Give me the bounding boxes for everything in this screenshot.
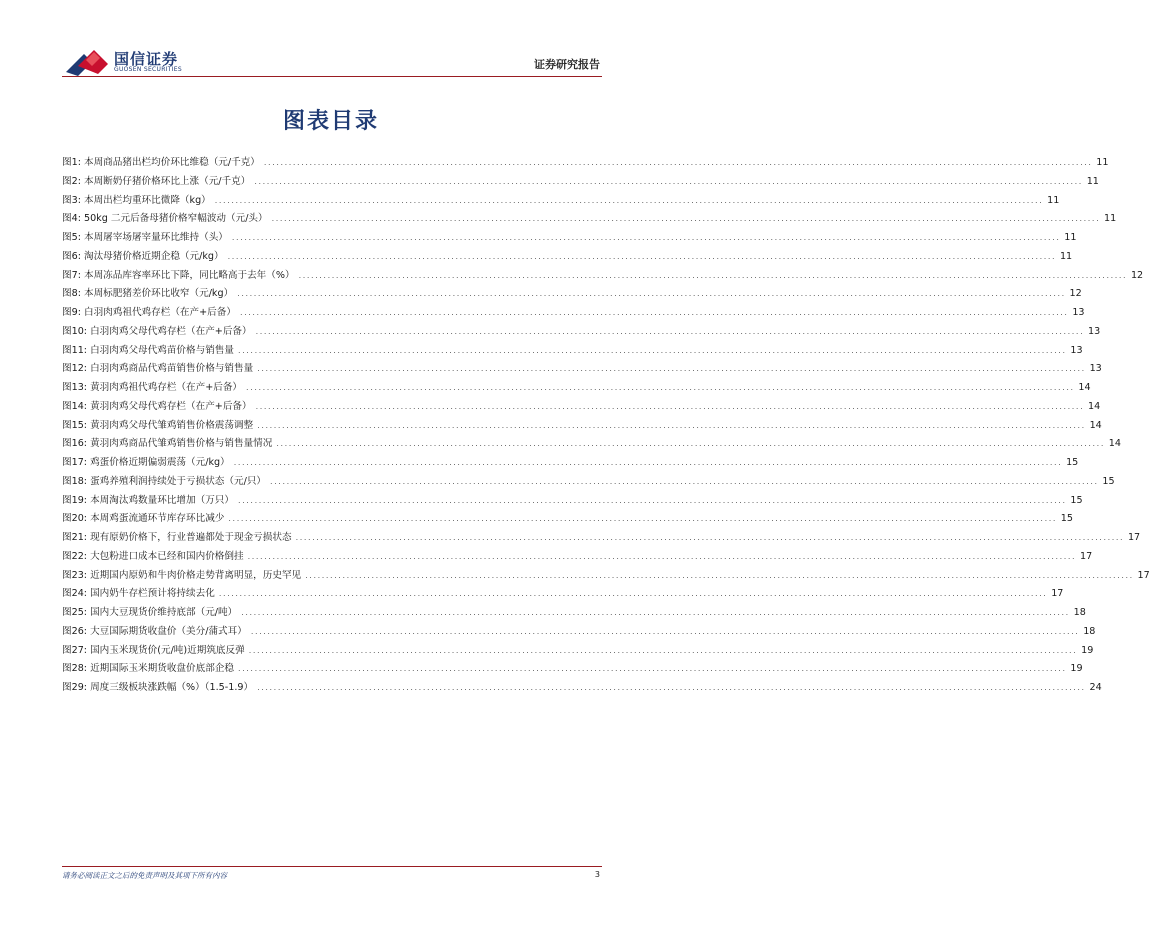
toc-entry-page: 14 — [1108, 438, 1121, 450]
toc-entry-label: 图3: 本周出栏均重环比微降（kg） — [62, 194, 211, 206]
toc-entry-page: 14 — [1078, 382, 1091, 393]
toc-entry-label: 图19: 本周淘汰鸡数量环比增加（万只） — [62, 494, 234, 506]
toc-entry[interactable] — [62, 192, 1060, 211]
logo-english-name: GUOSEN SECURITIES — [114, 66, 183, 73]
toc-leader-dots: ........................................................................................................................................................................................................ — [218, 589, 1048, 599]
toc-leader-dots: ........................................................................................................................................................................................................ — [233, 458, 1063, 467]
toc-entry-label: 图14: 黄羽肉鸡父母代鸡存栏（在产+后备） — [62, 400, 252, 412]
toc-entry[interactable] — [62, 529, 1141, 548]
toc-leader-dots: ........................................................................................................................................................................................................ — [271, 214, 1101, 224]
toc-entry-label: 图9: 白羽肉鸡祖代鸡存栏（在产+后备） — [62, 307, 236, 318]
toc-leader-dots: ........................................................................................................................................................................................................ — [241, 608, 1070, 617]
toc-entry[interactable] — [62, 623, 1096, 642]
toc-entry-page: 11 — [1064, 232, 1077, 243]
toc-entry[interactable] — [62, 604, 1086, 623]
toc-leader-dots: ........................................................................................................................................................................................................ — [214, 195, 1044, 205]
toc-entry-label: 图29: 周度三级板块涨跌幅（%）（1.5-1.9） — [62, 682, 254, 693]
footer-disclaimer: 请务必阅读正文之后的免责声明及其项下所有内容 — [62, 871, 227, 880]
toc-entry-label: 图17: 鸡蛋价格近期偏弱震荡（元/kg） — [62, 457, 230, 468]
toc-entry[interactable] — [62, 660, 1083, 679]
toc-leader-dots: ........................................................................................................................................................................................................ — [305, 570, 1134, 580]
toc-leader-dots: ........................................................................................................................................................................................................ — [276, 439, 1105, 449]
toc-entry-label: 图26: 大豆国际期货收盘价（美分/蒲式耳） — [62, 625, 247, 637]
page-number: 3 — [594, 870, 600, 879]
toc-entry-label: 图1: 本周商品猪出栏均价环比维稳（元/千克） — [62, 157, 260, 168]
toc-entry[interactable] — [62, 642, 1094, 661]
toc-leader-dots: ........................................................................................................................................................................................................ — [228, 514, 1057, 524]
header-divider — [62, 76, 602, 77]
toc-leader-dots: ........................................................................................................................................................................................................ — [239, 308, 1069, 317]
toc-entry-page: 13 — [1089, 363, 1102, 375]
toc-entry-page: 11 — [1104, 213, 1117, 225]
toc-entry[interactable] — [62, 285, 1082, 304]
toc-entry[interactable] — [62, 679, 1102, 698]
toc-entry-page: 13 — [1070, 344, 1083, 356]
toc-leader-dots: ........................................................................................................................................................................................................ — [255, 401, 1085, 411]
toc-entry-page: 15 — [1102, 475, 1115, 487]
toc-entry-page: 12 — [1069, 288, 1082, 300]
toc-entry[interactable] — [62, 473, 1115, 492]
toc-leader-dots: ........................................................................................................................................................................................................ — [237, 289, 1066, 299]
toc-entry-label: 图24: 国内奶牛存栏预计将持续去化 — [62, 588, 215, 600]
toc-entry-label: 图22: 大包粉进口成本已经和国内价格倒挂 — [62, 550, 244, 562]
toc-entry-page: 17 — [1127, 532, 1141, 543]
toc-entry-label: 图25: 国内大豆现货价维持底部（元/吨） — [62, 607, 238, 618]
toc-entry[interactable] — [62, 398, 1101, 417]
toc-entry-page: 19 — [1081, 644, 1094, 656]
table-of-figures — [62, 154, 1150, 698]
toc-entry-page: 14 — [1089, 419, 1102, 431]
toc-entry-label: 图10: 白羽肉鸡父母代鸡存栏（在产+后备） — [62, 325, 252, 337]
toc-entry[interactable] — [62, 267, 1144, 286]
toc-entry[interactable] — [62, 548, 1093, 567]
guosen-logo-mark-icon — [64, 46, 110, 78]
toc-entry[interactable] — [62, 173, 1099, 192]
toc-entry-label: 图13: 黄羽肉鸡祖代鸡存栏（在产+后备） — [62, 382, 243, 393]
toc-leader-dots: ........................................................................................................................................................................................................ — [227, 251, 1057, 261]
toc-entry-page: 17 — [1079, 550, 1093, 562]
toc-leader-dots: ........................................................................................................................................................................................................ — [238, 495, 1067, 505]
toc-entry-label: 图4: 50kg 二元后备母猪价格窄幅波动（元/头） — [62, 213, 268, 225]
toc-entry-label: 图20: 本周鸡蛋流通环节库存环比减少 — [62, 513, 225, 525]
toc-entry-page: 18 — [1083, 625, 1096, 637]
toc-entry-label: 图16: 黄羽肉鸡商品代雏鸡销售价格与销售量情况 — [62, 438, 273, 450]
toc-entry[interactable] — [62, 417, 1102, 436]
toc-entry[interactable] — [62, 248, 1073, 267]
toc-entry-page: 17 — [1137, 569, 1150, 581]
toc-entry-page: 12 — [1130, 269, 1144, 281]
toc-entry-page: 24 — [1089, 682, 1102, 693]
toc-entry-page: 11 — [1086, 175, 1099, 187]
toc-leader-dots: ........................................................................................................................................................................................................ — [257, 683, 1086, 692]
toc-entry[interactable] — [62, 454, 1079, 473]
toc-entry-label: 图23: 近期国内原奶和牛肉价格走势背离明显，历史罕见 — [62, 569, 302, 581]
toc-leader-dots: ........................................................................................................................................................................................................ — [238, 664, 1067, 674]
toc-entry[interactable] — [62, 342, 1083, 361]
toc-entry[interactable] — [62, 492, 1083, 511]
toc-leader-dots: ........................................................................................................................................................................................................ — [247, 551, 1077, 561]
toc-entry-label: 图27: 国内玉米现货价(元/吨)近期筑底反弹 — [62, 644, 245, 656]
toc-leader-dots: ........................................................................................................................................................................................................ — [231, 233, 1061, 242]
toc-entry-label: 图28: 近期国际玉米期货收盘价底部企稳 — [62, 663, 234, 675]
toc-entry-page: 13 — [1088, 325, 1101, 337]
report-type-label: 证券研究报告 — [534, 58, 600, 71]
toc-entry-label: 图21: 现有原奶价格下，行业普遍都处于现金亏损状态 — [62, 532, 292, 543]
toc-entry-page: 15 — [1060, 513, 1073, 525]
toc-entry-label: 图2: 本周断奶仔猪价格环比上涨（元/千克） — [62, 175, 251, 187]
toc-entry[interactable] — [62, 435, 1121, 454]
toc-entry-label: 图11: 白羽肉鸡父母代鸡苗价格与销售量 — [62, 344, 234, 356]
toc-leader-dots: ........................................................................................................................................................................................................ — [263, 158, 1093, 167]
toc-entry[interactable] — [62, 304, 1085, 323]
toc-entry-page: 13 — [1072, 307, 1085, 318]
toc-entry[interactable] — [62, 379, 1091, 398]
toc-entry-label: 图15: 黄羽肉鸡父母代雏鸡销售价格震荡调整 — [62, 419, 254, 431]
toc-leader-dots: ........................................................................................................................................................................................................ — [257, 420, 1086, 430]
toc-entry[interactable] — [62, 210, 1117, 229]
toc-entry[interactable] — [62, 360, 1102, 379]
toc-leader-dots: ........................................................................................................................................................................................................ — [254, 176, 1083, 186]
toc-entry-page: 11 — [1096, 157, 1109, 168]
toc-leader-dots: ........................................................................................................................................................................................................ — [248, 645, 1078, 655]
toc-entry[interactable] — [62, 154, 1109, 173]
page-title: 图表目录 — [282, 109, 379, 134]
toc-entry-label: 图18: 蛋鸡养殖利润持续处于亏损状态（元/只） — [62, 475, 267, 487]
toc-entry-label: 图5: 本周屠宰场屠宰量环比维持（头） — [62, 232, 228, 243]
toc-entry-label: 图6: 淘汰母猪价格近期企稳（元/kg） — [62, 250, 224, 262]
toc-leader-dots: ........................................................................................................................................................................................................ — [255, 326, 1085, 336]
toc-entry[interactable] — [62, 567, 1150, 586]
toc-entry-page: 11 — [1047, 194, 1060, 206]
toc-entry-label: 图8: 本周标肥猪差价环比收窄（元/kg） — [62, 288, 234, 300]
toc-entry-page: 18 — [1073, 607, 1086, 618]
toc-entry-page: 19 — [1070, 663, 1083, 675]
logo-chinese-name: 国信证券 — [114, 50, 179, 68]
toc-entry[interactable] — [62, 510, 1073, 529]
toc-entry[interactable] — [62, 323, 1101, 342]
toc-entry-page: 15 — [1070, 494, 1083, 506]
toc-entry-page: 17 — [1051, 588, 1064, 600]
toc-entry[interactable] — [62, 229, 1077, 248]
toc-entry-label: 图7: 本周冻品库容率环比下降，同比略高于去年（%） — [62, 269, 295, 281]
company-logo — [64, 46, 194, 80]
toc-leader-dots: ........................................................................................................................................................................................................ — [246, 383, 1075, 392]
toc-entry[interactable] — [62, 585, 1064, 604]
toc-entry-label: 图12: 白羽肉鸡商品代鸡苗销售价格与销售量 — [62, 363, 254, 375]
toc-leader-dots: ........................................................................................................................................................................................................ — [250, 626, 1080, 636]
toc-leader-dots: ........................................................................................................................................................................................................ — [238, 345, 1067, 355]
toc-entry-page: 14 — [1088, 400, 1101, 412]
toc-entry-page: 15 — [1066, 457, 1079, 468]
toc-leader-dots: ........................................................................................................................................................................................................ — [298, 270, 1128, 280]
toc-entry-page: 11 — [1059, 250, 1073, 262]
toc-leader-dots: ........................................................................................................................................................................................................ — [270, 476, 1099, 486]
page-header — [0, 0, 662, 82]
footer-divider — [62, 866, 602, 867]
toc-leader-dots: ........................................................................................................................................................................................................ — [295, 533, 1125, 542]
toc-leader-dots: ........................................................................................................................................................................................................ — [257, 364, 1086, 374]
